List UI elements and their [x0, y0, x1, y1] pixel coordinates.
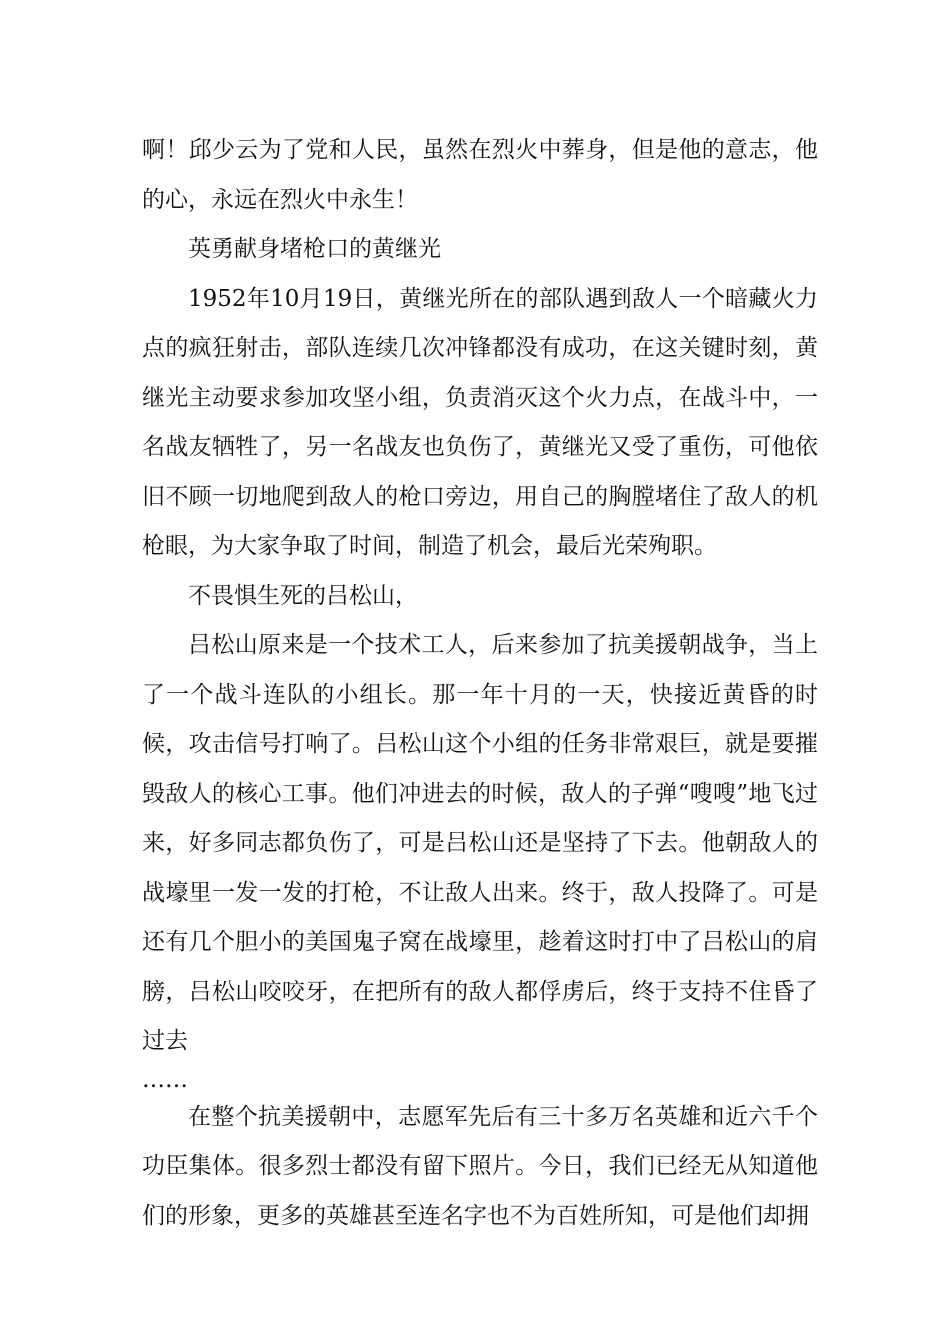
heading-lv-songshan: 不畏惧生死的吕松山， [188, 582, 418, 609]
paragraph-qiu-shaoyun-ending: 啊！邱少云为了党和人民，虽然在烈火中葬身，但是他的意志，他的心，永远在烈火中永生！ [142, 137, 818, 213]
paragraph-lv-songshan: 吕松山原来是一个技术工人，后来参加了抗美援朝战争，当上了一个战斗连队的小组长。那一年十月的一天，快接近黄昏的时候，攻击信号打响了。吕松山这个小组的任务非常艰巨，就是要摧毁敌人的核心工事。他们冲进去的时候，敌人的子弹“嗖嗖”地飞过来，好多同志都负伤了，可是吕松山还是坚持了下去。他朝敌人的战壕里一发一发的打枪，不让敌人出来。终于，敌人投降了。可是还有几个胆小的美国鬼子窝在战壕里，趁着这时打中了吕松山的肩膀，吕松山咬咬牙，在把所有的敌人都俘虏后，终于支持不住昏了过去 [142, 632, 818, 1054]
paragraph-volunteer-heroes: 在整个抗美援朝中，志愿军先后有三十多万名英雄和近六千个功臣集体。很多烈士都没有留下照片。今日，我们已经无从知道他们的形象，更多的英雄甚至连名字也不为百姓所知，可是他们却拥 [142, 1103, 818, 1229]
paragraph-ellipsis: …… [142, 1066, 188, 1093]
document-body [142, 126, 818, 1241]
paragraph-huang-jiguang: 1952年10月19日，黄继光所在的部队遇到敌人一个暗藏火力点的疯狂射击，部队连续几次冲锋都没有成功，在这关键时刻，黄继光主动要求参加攻坚小组，负责消灭这个火力点，在战斗中，一名战友牺牲了，另一名战友也负伤了，黄继光又受了重伤，可他依旧不顾一切地爬到敌人的枪口旁边，用自己的胸膛堵住了敌人的机枪眼，为大家争取了时间，制造了机会，最后光荣殉职。 [142, 285, 818, 559]
heading-huang-jiguang: 英勇献身堵枪口的黄继光 [188, 236, 441, 262]
